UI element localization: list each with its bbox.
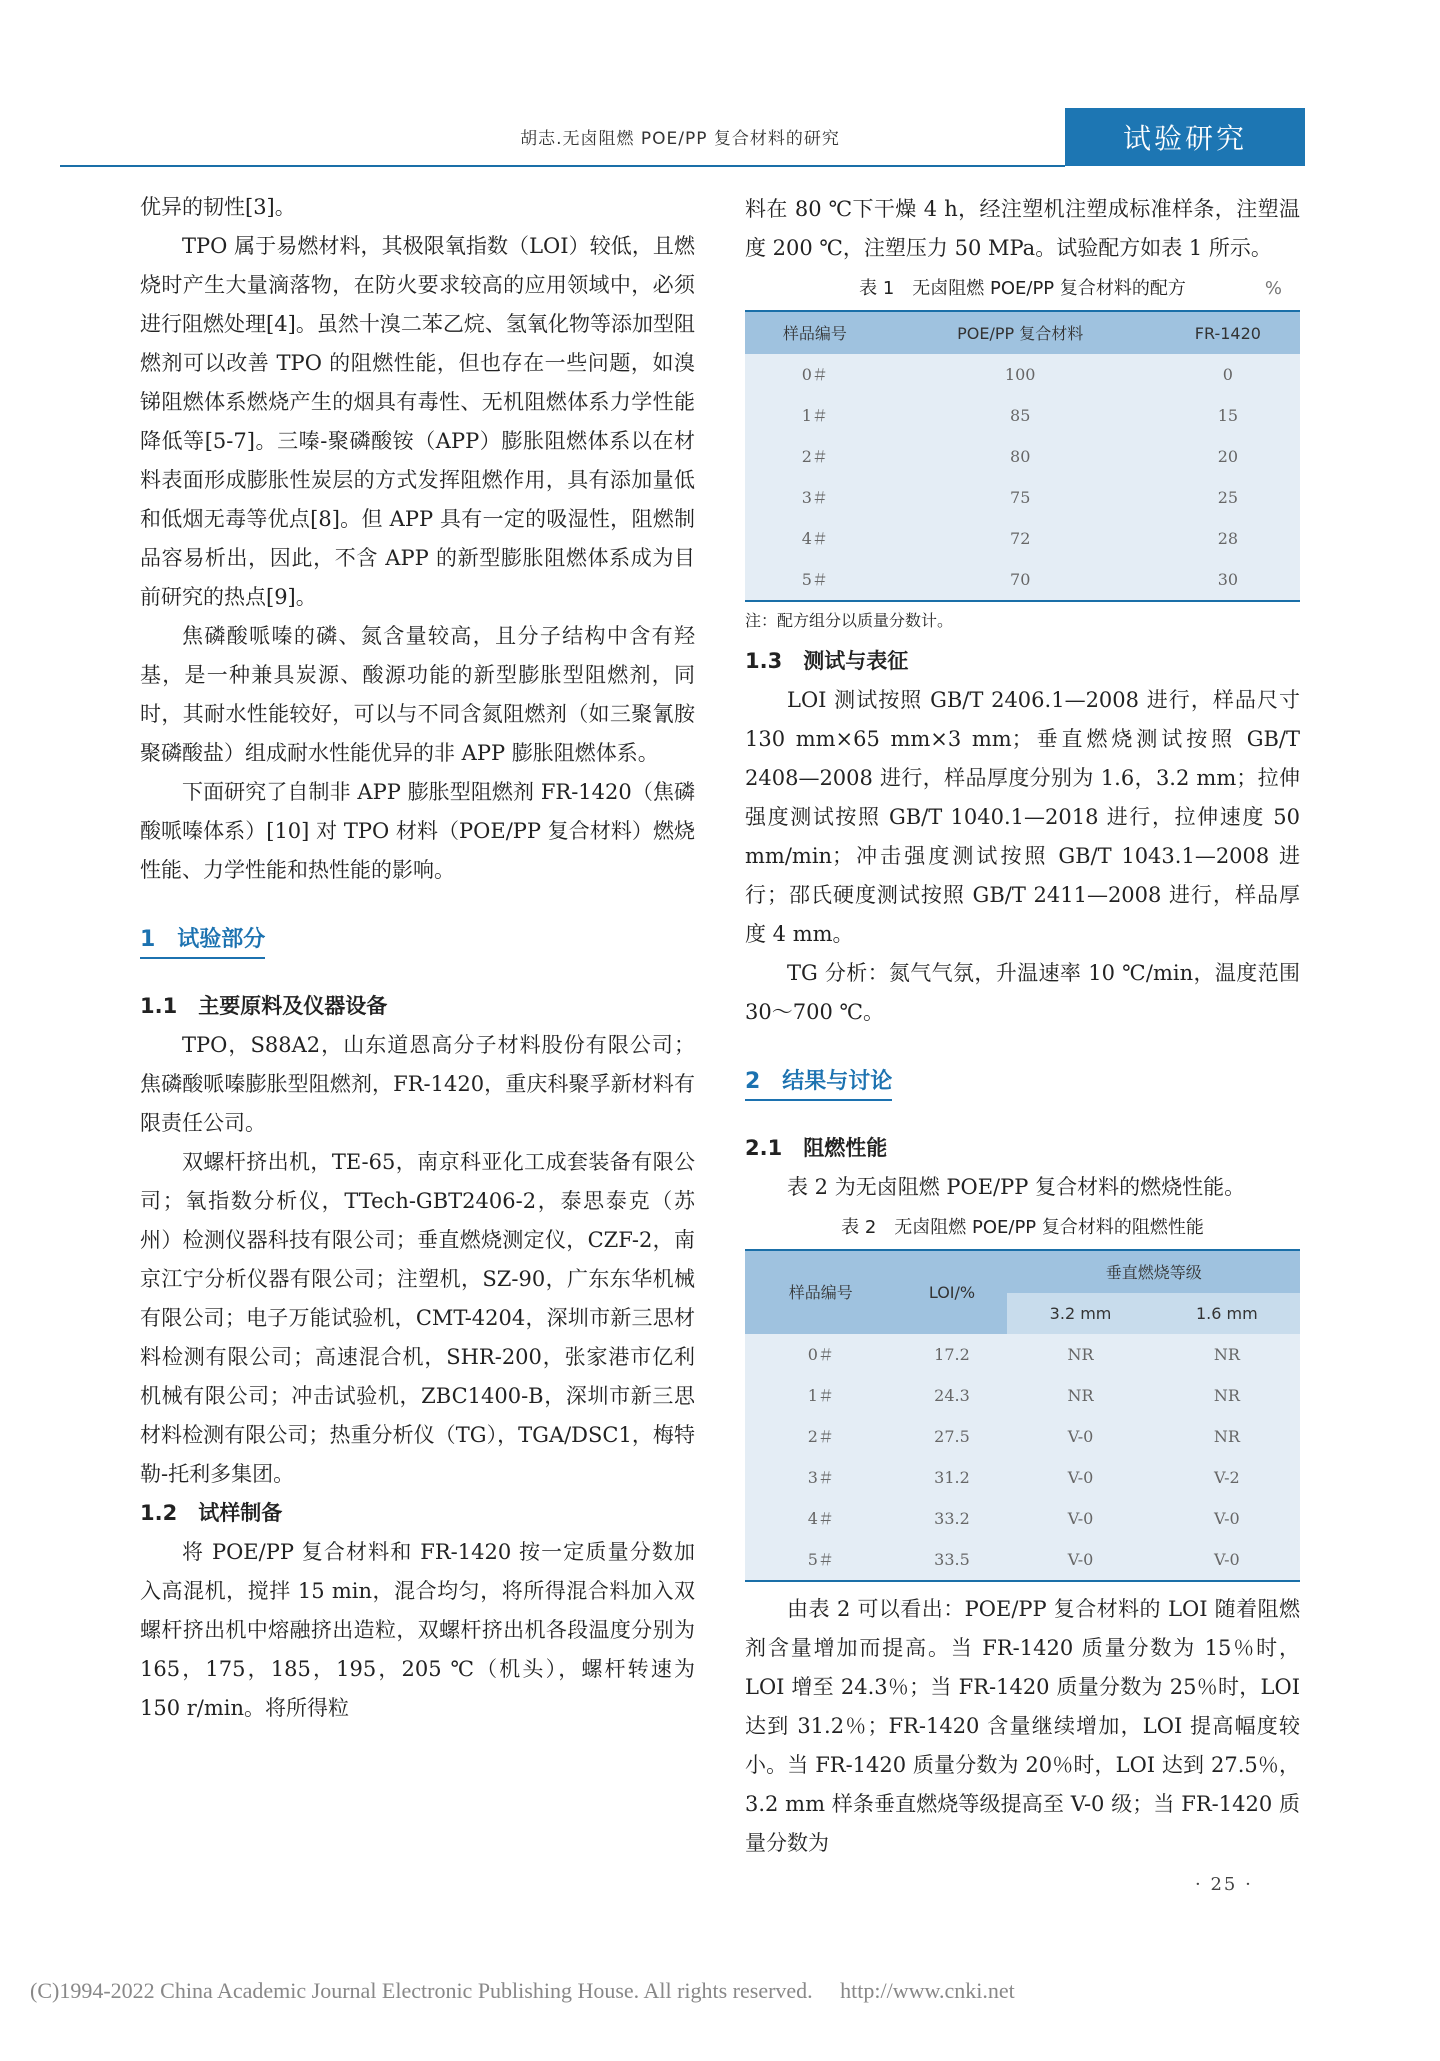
table-cell: 33.2 (897, 1498, 1008, 1539)
table-cell: NR (1154, 1334, 1300, 1375)
table-cell: V-0 (1154, 1539, 1300, 1581)
table-cell: 72 (885, 518, 1156, 559)
left-paragraph-6: 双螺杆挤出机，TE-65，南京科亚化工成套装备有限公司；氧指数分析仪，TTech-GBT2406-2，泰思泰克（苏州）检测仪器科技有限公司；垂直燃烧测定仪，CZF-2，南京江宁分析仪器有限公司；注塑机，SZ-90，广东东华机械有限公司；电子万能试验机，CMT-4204，深圳市新三思材料检测有限公司；高速混合机，SHR-200，张家港市亿利机械有限公司；冲击试验机，ZBC1400-B，深圳市新三思材料检测有限公司；热重分析仪（TG），TGA/DSC1，梅特勒-托利多集团。 (140, 1150, 695, 1486)
table-cell: 17.2 (897, 1334, 1008, 1375)
table-cell: 20 (1156, 436, 1300, 477)
table-cell: 1＃ (745, 1375, 897, 1416)
table-cell: V-0 (1007, 1498, 1153, 1539)
section-tab: 试验研究 (1065, 108, 1305, 166)
left-paragraph-4: 下面研究了自制非 APP 膨胀型阻燃剂 FR-1420（焦磷酸哌嗪体系）[10] 对 TPO 材料（POE/PP 复合材料）燃烧性能、力学性能和热性能的影响。 (140, 780, 695, 882)
table-cell: V-0 (1007, 1457, 1153, 1498)
table-cell: 3＃ (745, 477, 885, 518)
table-row (745, 518, 1300, 559)
section-heading-1: 1 试验部分 (140, 925, 265, 959)
table-cell: 30 (1156, 559, 1300, 601)
table-row (745, 1375, 1300, 1416)
table-cell: V-2 (1154, 1457, 1300, 1498)
table-2-caption (745, 1213, 1300, 1243)
table-cell: 4＃ (745, 518, 885, 559)
table-cell: 5＃ (745, 1539, 897, 1581)
left-paragraph-5: TPO，S88A2，山东道恩高分子材料股份有限公司；焦磷酸哌嗪膨胀型阻燃剂，FR-1420，重庆科聚孚新材料有限责任公司。 (140, 1033, 695, 1135)
table-1-caption (745, 274, 1300, 304)
subsection-heading-2-1: 2.1 阻燃性能 (745, 1136, 888, 1160)
running-header-title: 胡志.无卤阻燃 POE/PP 复合材料的研究 (520, 129, 840, 149)
table-row (745, 559, 1300, 601)
table-cell: V-0 (1154, 1498, 1300, 1539)
right-paragraph-3: TG 分析：氮气气氛，升温速率 10 ℃/min，温度范围 30～700 ℃。 (745, 961, 1300, 1024)
right-paragraph-4: 表 2 为无卤阻燃 POE/PP 复合材料的燃烧性能。 (787, 1175, 1246, 1199)
table-cell: 3＃ (745, 1457, 897, 1498)
table-row (745, 1498, 1300, 1539)
table-cell: 0＃ (745, 1334, 897, 1375)
table-1-title: 表 1 无卤阻燃 POE/PP 复合材料的配方 (859, 278, 1186, 299)
right-paragraph-1: 料在 80 ℃下干燥 4 h，经注塑机注塑成标准样条，注塑温度 200 ℃，注塑压力 50 MPa。试验配方如表 1 所示。 (745, 197, 1300, 260)
table-cell: 4＃ (745, 1498, 897, 1539)
table-cell: 0＃ (745, 354, 885, 395)
table-cell: V-0 (1007, 1416, 1153, 1457)
table-1-header-fr: FR-1420 (1156, 311, 1300, 354)
subsection-heading-1-1: 1.1 主要原料及仪器设备 (140, 994, 388, 1018)
table-1-header-sample: 样品编号 (745, 311, 885, 354)
right-paragraph-2: LOI 测试按照 GB/T 2406.1—2008 进行，样品尺寸 130 mm×65 mm×3 mm；垂直燃烧测试按照 GB/T 2408—2008 进行，样品厚度分别为 1.6，3.2 mm；拉伸强度测试按照 GB/T 1040.1—2018 进行，拉伸速度 50 mm/min；冲击强度测试按照 GB/T 1043.1—2008 进行；邵氏硬度测试按照 GB/T 2411—2008 进行，样品厚度 4 mm。 (745, 688, 1300, 946)
left-column (140, 188, 695, 1728)
table-cell: 70 (885, 559, 1156, 601)
table-cell: 33.5 (897, 1539, 1008, 1581)
table-row (745, 1457, 1300, 1498)
table-2-header-vertical: 垂直燃烧等级 (1007, 1250, 1300, 1293)
table-cell: NR (1154, 1375, 1300, 1416)
table-1-header-poe-pp: POE/PP 复合材料 (885, 311, 1156, 354)
table-cell: 2＃ (745, 1416, 897, 1457)
table-cell: 28 (1156, 518, 1300, 559)
table-2 (745, 1249, 1300, 1582)
table-1-unit: % (1264, 278, 1282, 299)
table-2-header-sample: 样品编号 (745, 1250, 897, 1334)
header-rule (60, 165, 1065, 167)
table-row (745, 395, 1300, 436)
section-heading-2: 2 结果与讨论 (745, 1067, 892, 1101)
table-2-header-1-6mm: 1.6 mm (1154, 1293, 1300, 1334)
table-cell: 0 (1156, 354, 1300, 395)
table-cell: 25 (1156, 477, 1300, 518)
table-cell: NR (1154, 1416, 1300, 1457)
table-cell: NR (1007, 1334, 1153, 1375)
table-1 (745, 310, 1300, 602)
left-paragraph-3: 焦磷酸哌嗪的磷、氮含量较高，且分子结构中含有羟基，是一种兼具炭源、酸源功能的新型膨胀型阻燃剂，同时，其耐水性能较好，可以与不同含氮阻燃剂（如三聚氰胺聚磷酸盐）组成耐水性能优异的非 APP 膨胀阻燃体系。 (140, 624, 695, 765)
table-cell: 100 (885, 354, 1156, 395)
table-2-title: 表 2 无卤阻燃 POE/PP 复合材料的阻燃性能 (841, 1217, 1204, 1238)
left-paragraph-7: 将 POE/PP 复合材料和 FR-1420 按一定质量分数加入高混机，搅拌 15 min，混合均匀，将所得混合料加入双螺杆挤出机中熔融挤出造粒，双螺杆挤出机各段温度分别为 165，175，185，195，205 ℃（机头），螺杆转速为 150 r/min。将所得粒 (140, 1540, 695, 1720)
table-row (745, 354, 1300, 395)
right-column (745, 190, 1300, 1863)
table-2-header-loi: LOI/% (897, 1250, 1008, 1334)
table-cell: 15 (1156, 395, 1300, 436)
table-row (745, 1416, 1300, 1457)
table-cell: 85 (885, 395, 1156, 436)
subsection-heading-1-2: 1.2 试样制备 (140, 1501, 283, 1525)
left-paragraph-2: TPO 属于易燃材料，其极限氧指数（LOI）较低，且燃烧时产生大量滴落物，在防火要求较高的应用领域中，必须进行阻燃处理[4]。虽然十溴二苯乙烷、氢氧化物等添加型阻燃剂可以改善 TPO 的阻燃性能，但也存在一些问题，如溴锑阻燃体系燃烧产生的烟具有毒性、无机阻燃体系力学性能降低等[5-7]。三嗪-聚磷酸铵（APP）膨胀阻燃体系以在材料表面形成膨胀性炭层的方式发挥阻燃作用，具有添加量低和低烟无毒等优点[8]。但 APP 具有一定的吸湿性，阻燃制品容易析出，因此，不含 APP 的新型膨胀阻燃体系成为目前研究的热点[9]。 (140, 234, 695, 609)
table-row (745, 436, 1300, 477)
table-row (745, 1334, 1300, 1375)
table-cell: 1＃ (745, 395, 885, 436)
table-cell: 2＃ (745, 436, 885, 477)
table-2-header-3-2mm: 3.2 mm (1007, 1293, 1153, 1334)
table-cell: NR (1007, 1375, 1153, 1416)
left-paragraph-1: 优异的韧性[3]。 (140, 195, 296, 219)
right-paragraph-5: 由表 2 可以看出：POE/PP 复合材料的 LOI 随着阻燃剂含量增加而提高。当 FR-1420 质量分数为 15％时，LOI 增至 24.3％；当 FR-1420 质量分数为 25％时，LOI 达到 31.2％；FR-1420 含量继续增加，LOI 提高幅度较小。当 FR-1420 质量分数为 20％时，LOI 达到 27.5％，3.2 mm 样条垂直燃烧等级提高至 V-0 级；当 FR-1420 质量分数为 (745, 1597, 1300, 1855)
table-cell: 24.3 (897, 1375, 1008, 1416)
table-1-note: 注：配方组分以质量分数计。 (745, 611, 954, 630)
table-cell: 75 (885, 477, 1156, 518)
table-cell: 27.5 (897, 1416, 1008, 1457)
table-row (745, 477, 1300, 518)
page-number: · 25 · (1195, 1874, 1253, 1895)
table-cell: 5＃ (745, 559, 885, 601)
table-row (745, 1539, 1300, 1581)
subsection-heading-1-3: 1.3 测试与表征 (745, 649, 909, 673)
table-cell: V-0 (1007, 1539, 1153, 1581)
table-cell: 80 (885, 436, 1156, 477)
copyright-footer: (C)1994-2022 China Academic Journal Electronic Publishing House. All rights reserved. http://www.cnki.net (30, 1978, 1015, 2003)
table-cell: 31.2 (897, 1457, 1008, 1498)
